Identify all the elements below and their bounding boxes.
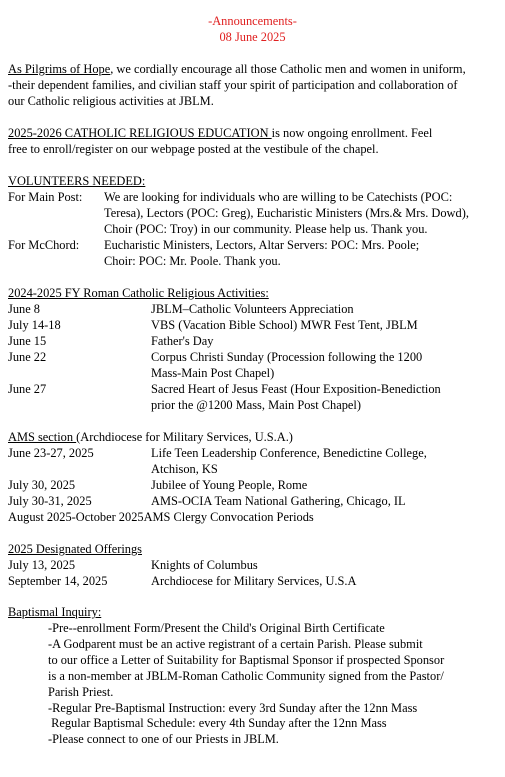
ams-date: July 30-31, 2025 <box>8 493 92 508</box>
offering-date: September 14, 2025 <box>8 573 108 588</box>
activities-heading: 2024-2025 FY Roman Catholic Religious Activities: <box>8 286 269 300</box>
ams-text: Atchison, KS <box>151 461 218 476</box>
mcchord-text: Eucharistic Ministers, Lectors, Altar Servers: POC: Mrs. Poole; <box>104 237 420 252</box>
volunteers-mcchord-row-1 <box>8 238 498 254</box>
offerings-section <box>8 542 498 590</box>
ams-row <box>8 494 498 510</box>
header <box>0 13 505 45</box>
activity-row-cont <box>8 366 498 382</box>
activity-date: July 14-18 <box>8 317 61 332</box>
baptismal-line: Parish Priest. <box>48 684 114 699</box>
baptismal-line: is a non-member at JBLM-Roman Catholic Community signed from the Pastor/ <box>48 668 444 683</box>
activity-text: prior the @1200 Mass, Main Post Chapel) <box>151 397 361 412</box>
education-lead: 2025-2026 CATHOLIC RELIGIOUS EDUCATION <box>8 126 272 140</box>
activity-text: VBS (Vacation Bible School) MWR Fest Tent, JBLM <box>151 317 418 332</box>
main-post-text: Teresa), Lectors (POC: Greg), Eucharistic Ministers (Mrs.& Mrs. Dowd), <box>104 205 469 220</box>
volunteers-main-row-3 <box>8 222 498 238</box>
activity-row <box>8 334 498 350</box>
activity-date: June 8 <box>8 301 41 316</box>
offering-row <box>8 558 498 574</box>
baptismal-line: to our office a Letter of Suitability for Baptismal Sponsor if prospected Sponsor <box>48 652 445 667</box>
ams-heading: AMS section <box>8 430 77 444</box>
main-post-text: Choir (POC: Troy) in our community. Please help us. Thank you. <box>104 221 428 236</box>
ams-heading-line <box>8 430 498 446</box>
activity-date: June 22 <box>8 349 47 364</box>
activity-text: JBLM–Catholic Volunteers Appreciation <box>151 301 354 316</box>
pilgrims-text: , we cordially encourage all those Catholic men and women in uniform, <box>110 62 466 76</box>
main-post-text: We are looking for individuals who are willing to be Catechists (POC: <box>104 189 453 204</box>
ams-row <box>8 478 498 494</box>
ams-date: July 30, 2025 <box>8 477 76 492</box>
pilgrims-line-1 <box>8 62 498 78</box>
education-line-1 <box>8 126 498 142</box>
baptismal-lines <box>48 621 493 748</box>
activities-section <box>8 286 498 414</box>
main-post-label: For Main Post: <box>8 189 83 204</box>
pilgrims-line-3: our Catholic religious activities at JBLM. <box>8 93 214 108</box>
mcchord-text: Choir: POC: Mr. Poole. Thank you. <box>104 253 281 268</box>
volunteers-main-row-1 <box>8 190 498 206</box>
baptismal-line: -Please connect to one of our Priests in JBLM. <box>48 732 279 747</box>
ams-row-cont <box>8 462 498 478</box>
volunteers-heading: VOLUNTEERS NEEDED: <box>8 174 146 188</box>
offering-date: July 13, 2025 <box>8 557 76 572</box>
ams-date: June 23-27, 2025 <box>8 445 94 460</box>
activity-date: June 27 <box>8 381 47 396</box>
activity-row <box>8 302 498 318</box>
page-title: -Announcements- <box>208 14 297 28</box>
page-date: 08 June 2025 <box>219 30 286 44</box>
ams-heading-rest: (Archdiocese for Military Services, U.S.A.) <box>76 430 293 444</box>
baptismal-line: -Pre--enrollment Form/Present the Child's Original Birth Certificate <box>48 621 385 635</box>
ams-text: Jubilee of Young People, Rome <box>151 477 308 492</box>
volunteers-main-row-2 <box>8 206 498 222</box>
education-text: is now ongoing enrollment. Feel <box>271 126 433 140</box>
activity-row <box>8 318 498 334</box>
ams-text: AMS-OCIA Team National Gathering, Chicago, IL <box>151 493 406 508</box>
pilgrims-section <box>8 62 498 110</box>
mcchord-label: For McChord: <box>8 237 80 252</box>
offering-text: Archdiocese for Military Services, U.S.A <box>151 573 357 588</box>
ams-text: Life Teen Leadership Conference, Benedictine College, <box>151 445 427 460</box>
baptismal-section <box>8 605 498 621</box>
pilgrims-line-2: -their dependent families, and civilian staff your spirit of participation and collaboration of <box>8 77 458 92</box>
activity-row <box>8 382 498 398</box>
activity-row <box>8 350 498 366</box>
education-line-2: free to enroll/register on our webpage posted at the vestibule of the chapel. <box>8 141 379 156</box>
baptismal-line: Regular Baptismal Schedule: every 4th Sunday after the 12nn Mass <box>48 716 387 731</box>
volunteers-section <box>8 174 498 270</box>
offering-row <box>8 574 498 590</box>
baptismal-line: -Regular Pre-Baptismal Instruction: every 3rd Sunday after the 12nn Mass <box>48 700 418 715</box>
education-section <box>8 126 498 158</box>
baptismal-heading: Baptismal Inquiry: <box>8 605 102 619</box>
activity-text: Corpus Christi Sunday (Procession following the 1200 <box>151 349 423 364</box>
activity-text: Sacred Heart of Jesus Feast (Hour Exposition-Benediction <box>151 381 441 396</box>
offering-text: Knights of Columbus <box>151 557 258 572</box>
pilgrims-lead: As Pilgrims of Hope <box>8 62 111 76</box>
activity-text: Mass-Main Post Chapel) <box>151 365 275 380</box>
baptismal-line: -A Godparent must be an active registrant of a certain Parish. Please submit <box>48 636 423 651</box>
activity-row-cont <box>8 398 498 414</box>
offerings-heading: 2025 Designated Offerings <box>8 542 142 556</box>
activity-date: June 15 <box>8 333 47 348</box>
ams-section <box>8 430 498 526</box>
ams-last-line: August 2025-October 2025AMS Clergy Convocation Periods <box>8 509 314 524</box>
ams-row <box>8 446 498 462</box>
activity-text: Father's Day <box>151 333 214 348</box>
volunteers-mcchord-row-2 <box>8 254 498 270</box>
